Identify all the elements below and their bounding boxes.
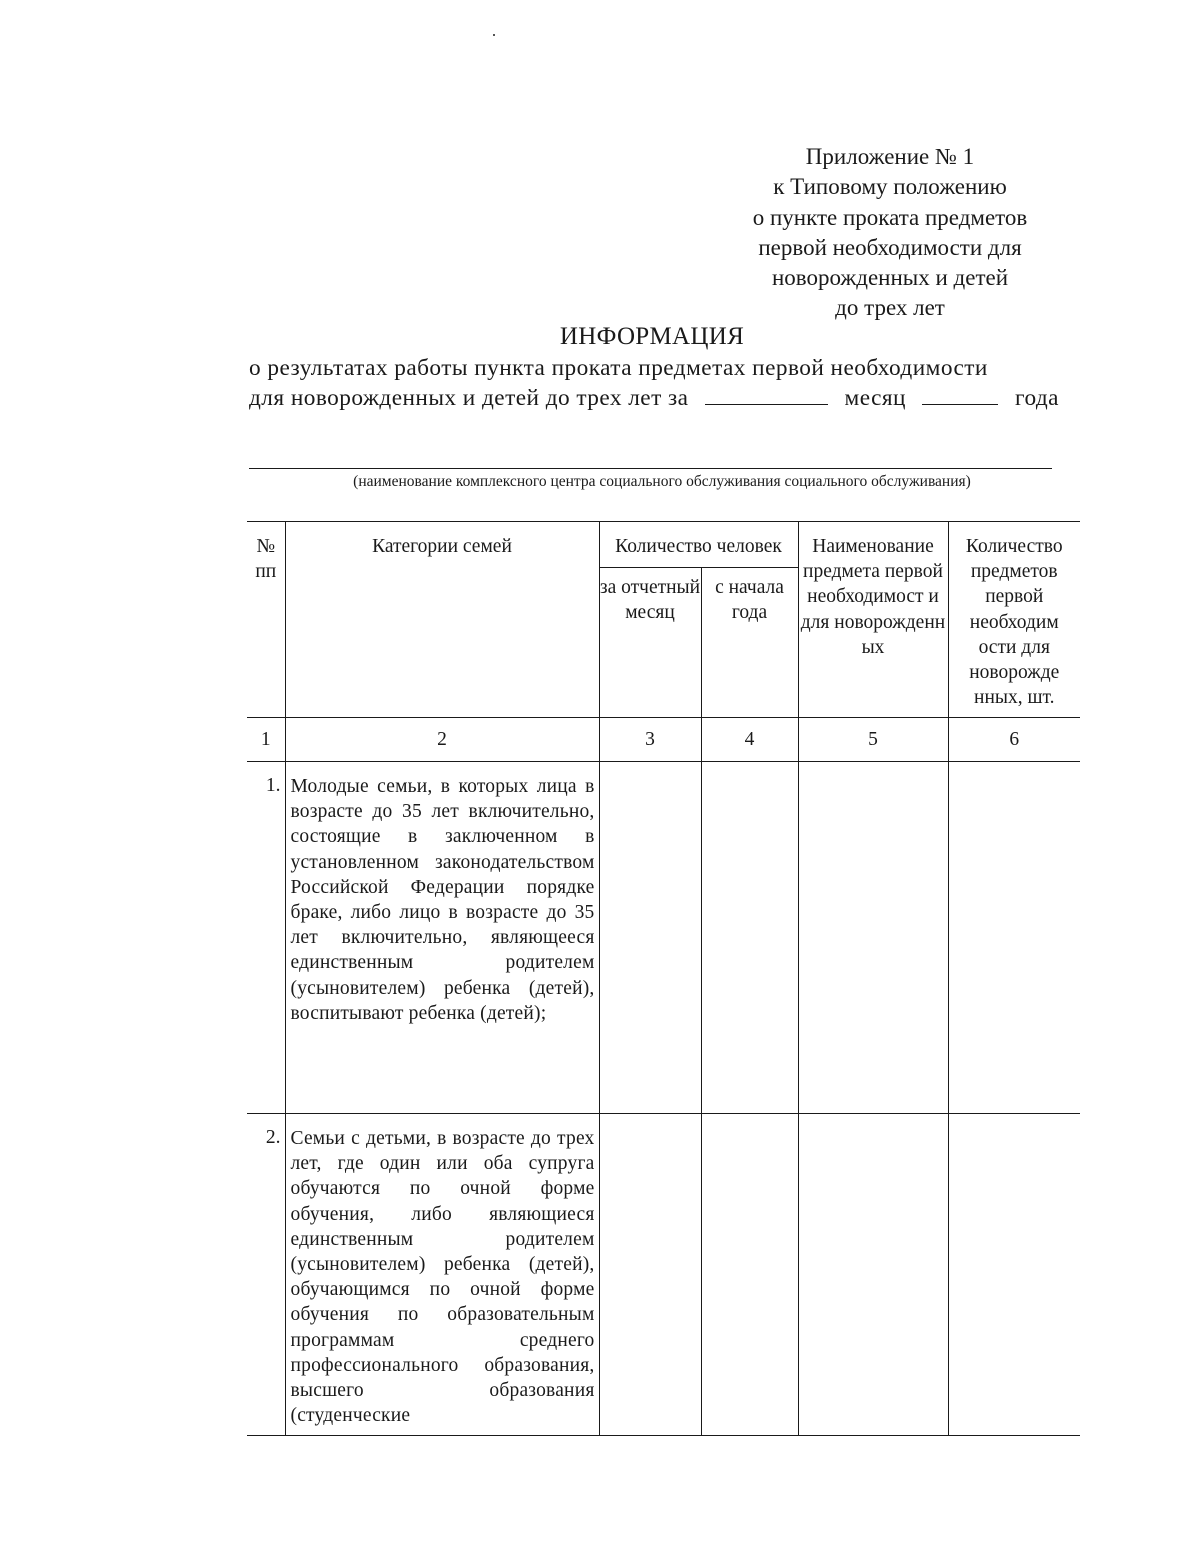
column-number: 4 — [701, 718, 798, 762]
column-number: 6 — [948, 718, 1080, 762]
document-title: ИНФОРМАЦИЯ — [559, 323, 745, 350]
column-number-row — [247, 718, 1080, 762]
organization-blank-line[interactable] — [249, 468, 1052, 469]
year-blank-field[interactable] — [922, 384, 998, 405]
report-table — [247, 521, 1080, 1436]
header-reporting-month: за отчетный месяц — [599, 568, 701, 718]
header-item-count: Количество предметов первой необходим ости для новорожде нных, шт. — [948, 522, 1080, 718]
cell-item-name[interactable] — [798, 762, 948, 1114]
header-categories: Категории семей — [285, 522, 599, 718]
row-number: 2. — [247, 1114, 285, 1436]
appendix-line: первой необходимости для — [758, 234, 1022, 260]
organization-caption: (наименование комплексного центра социального обслуживания социального обслуживания) — [353, 473, 971, 490]
cell-reporting-month[interactable] — [599, 1114, 701, 1436]
subtitle-line-1: о результатах работы пункта проката предметах первой необходимости — [249, 355, 988, 381]
month-blank-field[interactable] — [705, 384, 828, 405]
scan-speck — [493, 34, 495, 36]
subtitle-text-year: года — [1015, 385, 1059, 411]
appendix-line: новорожденных и детей — [771, 265, 1009, 291]
cell-item-count[interactable] — [948, 1114, 1080, 1436]
appendix-line: Приложение № 1 — [805, 144, 975, 169]
cell-item-count[interactable] — [948, 762, 1080, 1114]
row-category: Семьи с детьми, в возрасте до трех лет, где один или оба супруга обучаются по очной форме обучения, либо являющиеся единственным родителем (усыновителем) ребенка (детей), обучающимся по очной форме обучения по образовательным программам среднего профессионального образования, высшего образования (студенческие — [285, 1114, 599, 1436]
cell-reporting-month[interactable] — [599, 762, 701, 1114]
header-row — [247, 522, 1080, 568]
column-number: 1 — [247, 718, 285, 762]
appendix-line: о пункте проката предметов — [752, 204, 1028, 230]
appendix-line: к Типовому положению — [773, 174, 1007, 200]
appendix-line: до трех лет — [835, 295, 945, 321]
subtitle-text-period: для новорожденных и детей до трех лет за — [249, 385, 689, 411]
cell-since-year-start[interactable] — [701, 1114, 798, 1436]
appendix-block — [690, 142, 1090, 324]
column-number: 5 — [798, 718, 948, 762]
row-category: Молодые семьи, в которых лица в возрасте до 35 лет включительно, состоящие в заключенном в установленном законодательством Российской Федерации порядке браке, либо лицо в возрасте до 35 лет включительно, являющееся единственным родителем (усыновителем) ребенка (детей), воспитывают ребенка (детей); — [285, 762, 599, 1114]
subtitle-line-2 — [249, 383, 1059, 413]
row-number: 1. — [247, 762, 285, 1114]
document-subtitle — [249, 353, 1059, 413]
header-number: № пп — [247, 522, 285, 718]
table-row — [247, 762, 1080, 1114]
table-row — [247, 1114, 1080, 1436]
subtitle-text-month: месяц — [844, 385, 906, 411]
column-number: 3 — [599, 718, 701, 762]
cell-item-name[interactable] — [798, 1114, 948, 1436]
cell-since-year-start[interactable] — [701, 762, 798, 1114]
column-number: 2 — [285, 718, 599, 762]
header-item-name: Наименование предмета первой необходимост и для новорожденн ых — [798, 522, 948, 718]
header-since-year-start: с начала года — [701, 568, 798, 718]
header-people-count: Количество человек — [599, 522, 798, 568]
